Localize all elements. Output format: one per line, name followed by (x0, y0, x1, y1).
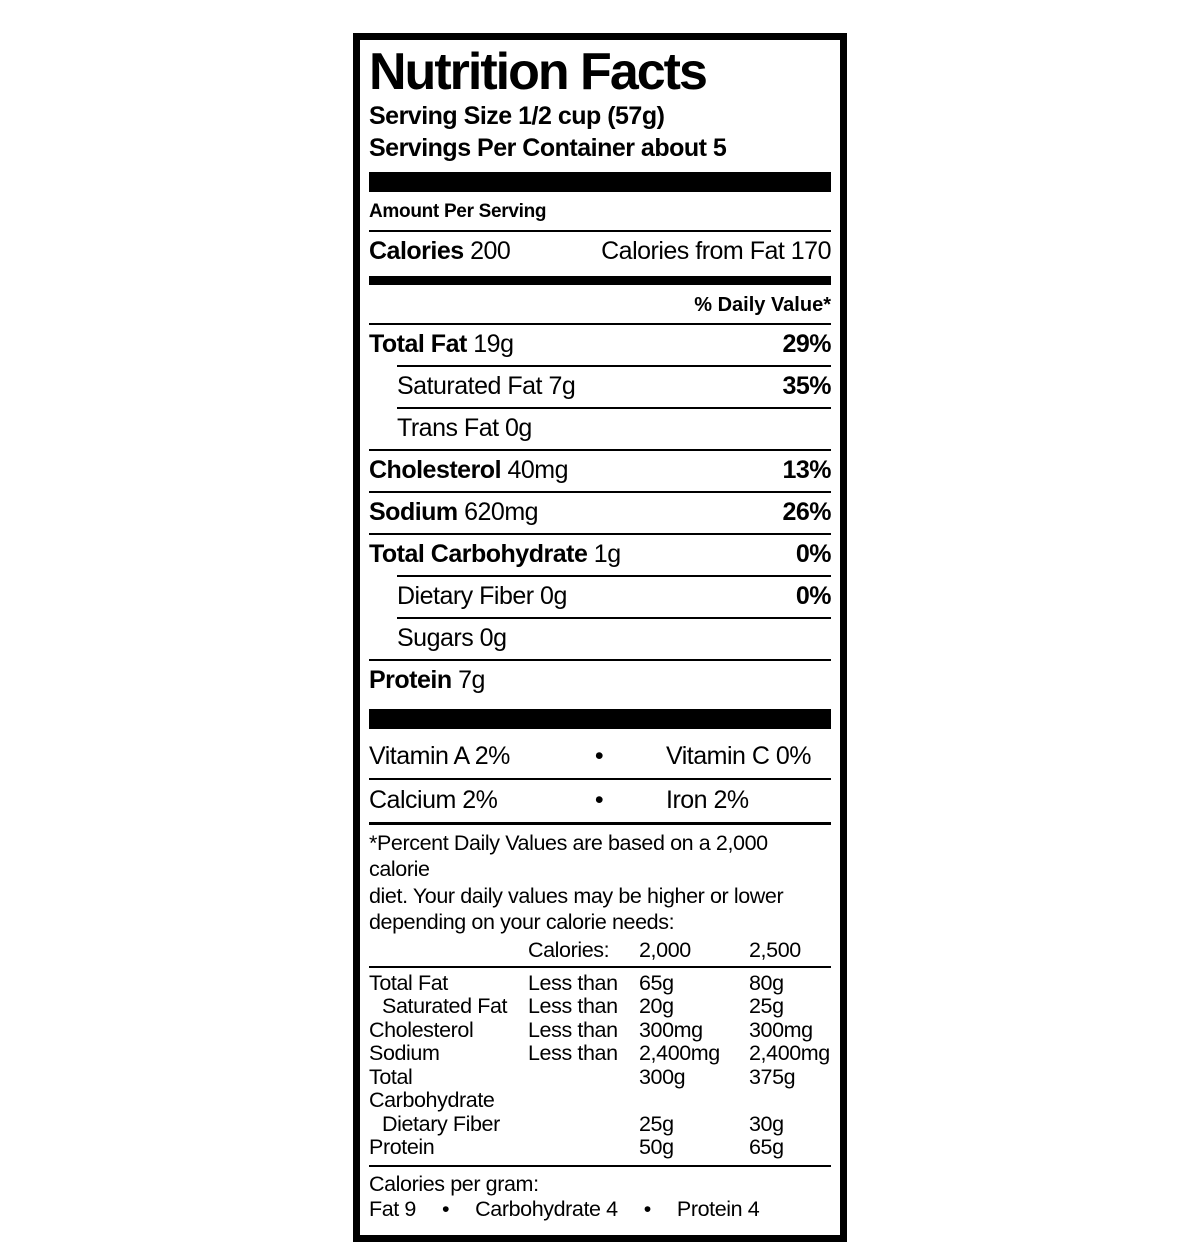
dv-row-2500: 300mg (749, 1017, 813, 1042)
nutrient-name: Saturated Fat (397, 372, 542, 401)
dv-table-row (369, 972, 831, 996)
dv-table-row (369, 1019, 831, 1043)
nutrient-row-total-fat (369, 325, 831, 365)
dv-table-row (369, 1113, 831, 1137)
serving-size-text: Serving Size 1/2 cup (57g) (369, 102, 665, 131)
dv-row-name: Sodium (369, 1041, 440, 1066)
bullet-icon: • (594, 786, 604, 815)
label-title: Nutrition Facts (369, 43, 706, 101)
nutrient-row-protein (369, 661, 831, 701)
calories-text (369, 237, 510, 266)
dv-row-2000: 25g (639, 1111, 674, 1136)
cpg-carbohydrate: Carbohydrate 4 (475, 1197, 618, 1222)
nutrient-row-saturated-fat (369, 367, 831, 407)
calories-per-gram-section (369, 1167, 831, 1224)
nutrient-amount: 7g (458, 666, 485, 695)
dv-header-2000: 2,000 (639, 938, 691, 963)
nutrient-dv: 35% (782, 372, 831, 401)
nutrient-amount: 7g (548, 372, 576, 401)
cpg-protein: Protein 4 (676, 1197, 760, 1222)
nutrient-text (369, 666, 485, 695)
dv-header-2500: 2,500 (749, 938, 801, 963)
calories-from-fat-text (601, 237, 831, 266)
nutrient-amount: 0g (479, 624, 507, 653)
nutrient-name: Sodium (369, 498, 458, 527)
bullet-icon: • (643, 1197, 651, 1222)
dv-row-2000: 300g (639, 1064, 686, 1089)
nutrient-amount: 19g (473, 330, 514, 359)
dv-header-spacer (369, 939, 528, 963)
dv-row-name: Protein (369, 1135, 435, 1160)
calories-label: Calories (369, 237, 464, 266)
dv-table-row (369, 995, 831, 1019)
nutrient-amount: 0g (505, 414, 532, 443)
cpg-fat: Fat 9 (369, 1197, 416, 1222)
nutrient-name: Cholesterol (369, 456, 502, 485)
amount-per-serving-heading: Amount Per Serving (369, 201, 547, 223)
dv-row-qualifier: Less than (528, 994, 618, 1019)
dv-row-name: Cholesterol (369, 1017, 474, 1042)
nutrient-row-dietary-fiber (369, 577, 831, 617)
calories-row (369, 232, 831, 271)
calories-value: 200 (470, 237, 511, 266)
nutrient-row-sodium (369, 493, 831, 533)
dv-row-qualifier: Less than (528, 1041, 618, 1066)
nutrient-name: Dietary Fiber (397, 582, 534, 611)
nutrient-name: Protein (369, 666, 452, 695)
dv-row-2000: 65g (639, 970, 674, 995)
nutrient-text (397, 372, 575, 401)
bullet-icon: • (594, 742, 604, 771)
dv-table-header (369, 937, 831, 966)
dv-row-2000: 50g (639, 1135, 674, 1160)
dv-row-2500: 375g (749, 1064, 796, 1089)
nutrient-dv: 26% (782, 498, 831, 527)
nutrient-amount: 40mg (507, 456, 569, 485)
nutrient-amount: 0g (540, 582, 567, 611)
nutrient-text (397, 582, 567, 611)
nutrient-text (369, 498, 538, 527)
nutrient-dv: 13% (782, 456, 831, 485)
dv-row-2500: 25g (749, 994, 784, 1019)
dv-row-2500: 30g (749, 1111, 784, 1136)
vitamin-c-text: Vitamin C 0% (666, 742, 811, 771)
footnote-line: depending on your calorie needs: (369, 909, 675, 934)
dv-row-name: Dietary Fiber (382, 1111, 500, 1136)
dv-row-2500: 65g (749, 1135, 784, 1160)
dv-row-qualifier: Less than (528, 970, 618, 995)
calcium-text: Calcium 2% (369, 786, 498, 815)
calories-from-fat-value: 170 (790, 237, 831, 266)
dv-row-qualifier (528, 1066, 639, 1113)
nutrient-name: Trans Fat (397, 414, 499, 443)
daily-value-table (369, 937, 831, 1165)
dv-table-row (369, 1136, 831, 1160)
footnote-line: diet. Your daily values may be higher or lower (369, 883, 784, 908)
nutrient-amount: 620mg (464, 498, 539, 527)
nutrient-dv: 0% (795, 540, 831, 569)
nutrition-facts-label (353, 33, 847, 1242)
nutrient-text (369, 330, 513, 359)
dv-row-2000: 2,400mg (639, 1041, 720, 1066)
nutrient-text (397, 624, 506, 653)
nutrient-row-cholesterol (369, 451, 831, 491)
footnote-line: *Percent Daily Values are based on a 2,000 calorie (369, 831, 768, 882)
footnote-text (369, 825, 831, 937)
vitamin-row-a-c (369, 736, 831, 778)
calories-per-gram-heading: Calories per gram: (369, 1171, 539, 1196)
daily-value-heading: % Daily Value* (694, 294, 831, 317)
vitamin-a-text: Vitamin A 2% (369, 742, 510, 771)
nutrient-row-sugars (369, 619, 831, 659)
nutrient-name: Total Carbohydrate (369, 540, 588, 569)
dv-header-calories: Calories: (528, 938, 610, 963)
dv-row-2500: 80g (749, 970, 784, 995)
dv-table-row (369, 1066, 831, 1113)
iron-text: Iron 2% (666, 786, 749, 815)
calories-per-gram-row (369, 1197, 831, 1223)
nutrient-text (369, 540, 621, 569)
dv-row-2000: 300mg (639, 1017, 703, 1042)
dv-row-name: Total Fat (369, 970, 448, 995)
servings-per-container-text: Servings Per Container about 5 (369, 134, 727, 163)
dv-row-2500: 2,400mg (749, 1041, 830, 1066)
nutrient-row-trans-fat (369, 409, 831, 449)
nutrient-dv: 29% (782, 330, 831, 359)
section-bar-vitamins (369, 709, 831, 729)
dv-row-name: Saturated Fat (382, 994, 508, 1019)
section-bar-top (369, 172, 831, 192)
nutrient-amount: 1g (593, 540, 621, 569)
vitamin-row-calcium-iron (369, 780, 831, 822)
dv-table-body (369, 968, 831, 1165)
dv-table-row (369, 1042, 831, 1066)
nutrient-text (369, 456, 568, 485)
dv-row-name: Total Carbohydrate (369, 1064, 495, 1113)
nutrient-dv: 0% (795, 582, 831, 611)
dv-row-qualifier (528, 1113, 639, 1137)
calories-from-fat-label: Calories from Fat (601, 237, 785, 266)
nutrient-row-total-carbohydrate (369, 535, 831, 575)
section-bar-calories (369, 276, 831, 285)
bullet-icon: • (442, 1197, 450, 1222)
nutrient-text (397, 414, 532, 443)
dv-row-qualifier (528, 1136, 639, 1160)
dv-row-qualifier: Less than (528, 1017, 618, 1042)
nutrient-name: Sugars (397, 624, 474, 653)
dv-row-2000: 20g (639, 994, 674, 1019)
nutrient-name: Total Fat (369, 330, 467, 359)
